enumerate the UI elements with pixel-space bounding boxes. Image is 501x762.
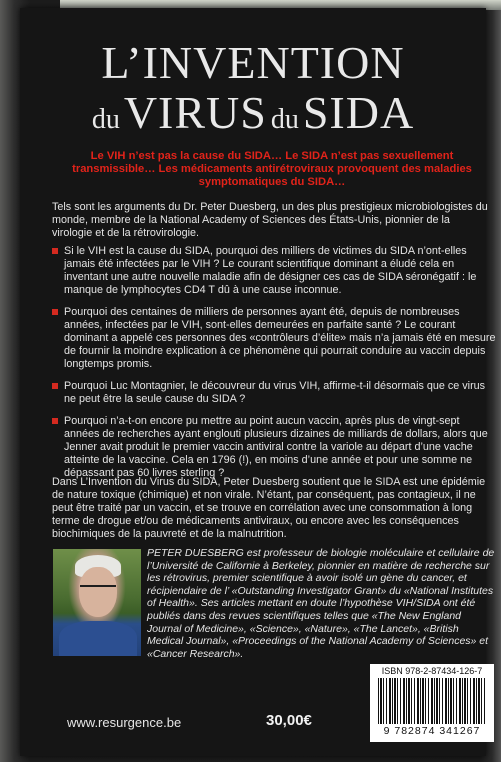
list-item [50,306,496,371]
title-virus: VIRUS [123,87,267,138]
title-du-1: du [91,104,120,135]
title-du-2: du [270,104,299,135]
barcode [370,664,494,742]
book-back-cover [20,8,496,756]
title-sida: SIDA [302,87,415,138]
outro-paragraph: Dans L’Invention du Virus du SIDA, Peter Duesberg soutient que le SIDA est une épidémie de nature toxique (chimique) et non virale. N’étant, par conséquent, pas contagieux, il ne peut être traité par un vaccin, et se trouve en corrélation avec une consommation à long terme de drogue et/ou de médicaments antiviraux, ou encore avec les conséquences biochimiques de la pauvreté et de la malnutrition. [52,476,486,540]
isbn-text: ISBN 978-2-87434-126-7 [381,666,483,676]
bullet-text: Pourquoi des centaines de milliers de personnes ayant été, depuis de nombreuses années, infectées par le VIH, sont-elles demeurées en parfaite santé ? Le courant dominant a appelé ces personnes des «contrôleurs d’élite» mais n’a jamais été en mesure de fournir la moindre explication à ce phénomène qui pourrait conduire au vaccin depuis longtemps promis. [64,306,496,370]
publisher-website: www.resurgence.be [67,715,182,730]
author-photo [53,549,141,656]
author-glasses [80,585,116,595]
bullet-text: Si le VIH est la cause du SIDA, pourquoi des milliers de victimes du SIDA n’ont-elles jamais été infectées par le VIH ? Le courant scientifique dominant a éludé cela en inventant une autre nouvelle maladie afin de désigner ces cas de SIDA séronégatif : le manque de lymphocytes CD4 T dû à une cause inconnue. [64,245,477,296]
list-item [50,415,496,480]
price: 30,00€ [266,712,312,729]
list-item [50,245,496,297]
ean-number: 9 782874 341267 [383,725,481,737]
author-shirt [59,621,137,656]
title-line-1: L’INVENTION [101,37,405,88]
intro-paragraph: Tels sont les arguments du Dr. Peter Duesberg, un des plus prestigieux microbiologistes du monde, membre de la National Academy of Sciences des États-Unis, pionnier de la virologie et de la rétrovirologie. [52,201,488,239]
list-item [50,380,496,406]
barcode-bars [378,678,486,724]
bullet-icon [52,383,58,389]
author-bio: PETER DUESBERG est professeur de biologie moléculaire et cellulaire de l’Université de Californie à Berkeley, pionnier en matière de recherche sur les rétrovirus, premier scientifique à avoir isolé un gène du cancer, et récipiendaire de l’ «Outstanding Investigator Grant» du «National Institutes of Health». Ses articles mettant en doute l’hypothèse VIH/SIDA ont été publiés dans des revues scientifiques telles que «The New England Journal of Medicine», «Science», «Nature», «The Lancet», «British Medical Journal», «Proceedings of the National Academy of Sciences» et «Cancer Research». [147,547,495,660]
bullet-icon [52,309,58,315]
bullet-text: Pourquoi Luc Montagnier, le découvreur du virus VIH, affirme-t-il désormais que ce virus ne peut être la seule cause du SIDA ? [64,380,486,405]
bullet-text: Pourquoi n’a-t-on encore pu mettre au point aucun vaccin, après plus de vingt-sept années de recherches ayant englouti plusieurs dizaines de milliards de dollars, alors que Jenner avait produit le premier vaccin antiviral contre la variole au départ d’une vache atteinte de la vaccine. Cela en 1796 (!), en moins d’une année et pour une somme ne dépassant pas 60 livres sterling ? [64,415,488,479]
bullet-icon [52,248,58,254]
question-list [50,245,496,489]
title-line-2 [20,86,486,139]
bullet-icon [52,418,58,424]
red-tagline: Le VIH n’est pas la cause du SIDA… Le SIDA n’est pas sexuellement transmissible… Les médicaments antirétroviraux provoquent des maladies symptomatiques du SIDA… [72,150,472,188]
